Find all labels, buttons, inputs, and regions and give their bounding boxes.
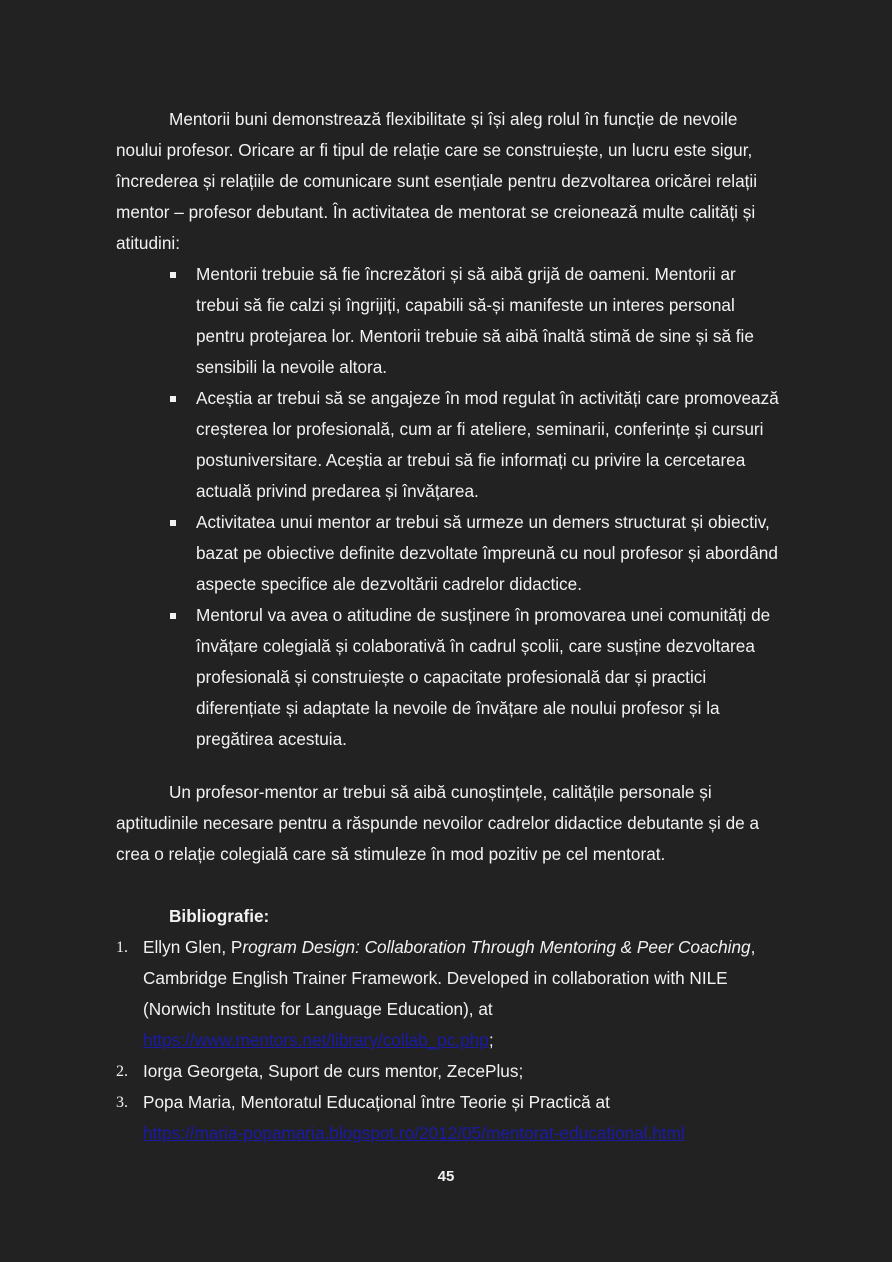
- list-item: [196, 383, 780, 507]
- list-item-text: Activitatea unui mentor ar trebui să urmeze un demers structurat și obiectiv, bazat pe obiective definite dezvoltate împreună cu noul profesor și abordând aspecte specifice ale dezvoltării cadrelor didactice.: [196, 512, 778, 594]
- square-bullet-icon: [170, 272, 176, 278]
- list-item: [196, 507, 780, 600]
- square-bullet-icon: [170, 396, 176, 402]
- list-item: [196, 259, 780, 383]
- qualities-list: [116, 259, 780, 755]
- reference-link[interactable]: https://www.mentors.net/library/collab_pc.php: [143, 1030, 489, 1050]
- document-page: [116, 104, 780, 1149]
- list-item: [196, 600, 780, 755]
- bibliography-item: [116, 1087, 780, 1149]
- bibliography-list: [116, 932, 780, 1149]
- item-text: Iorga Georgeta, Suport de curs mentor, ZecePlus;: [143, 1061, 524, 1081]
- item-title-italic: rogram Design: Collaboration Through Mentoring & Peer Coaching: [242, 937, 751, 957]
- square-bullet-icon: [170, 520, 176, 526]
- bibliography-title: Bibliografie:: [169, 906, 270, 926]
- item-number: 2.: [116, 1063, 128, 1080]
- intro-paragraph: Mentorii buni demonstrează flexibilitate și își aleg rolul în funcție de nevoile noului profesor. Oricare ar fi tipul de relație care se construiește, un lucru este sigur, încrederea și relațiile de comunicare sunt esențiale pentru dezvoltarea oricărei relații mentor – profesor debutant. În activitatea de mentorat se creionează multe calități și atitudini:: [116, 109, 758, 253]
- list-item-text: Aceștia ar trebui să se angajeze în mod regulat în activități care promovează creșterea lor profesională, cum ar fi ateliere, seminarii, conferințe și cursuri postuniversitare. Aceștia ar trebui să fie informați cu privire la cercetarea actuală privind predarea și învățarea.: [196, 388, 779, 501]
- reference-link[interactable]: https://maria-popamaria.blogspot.ro/2012/05/mentorat-educational.html: [143, 1123, 685, 1143]
- item-number: 3.: [116, 1094, 128, 1111]
- closing-paragraph: Un profesor-mentor ar trebui să aibă cunoștințele, calitățile personale și aptitudinile necesare pentru a răspunde nevoilor cadrelor didactice debutante și de a crea o relație colegială care să stimuleze în mod pozitiv pe cel mentorat.: [116, 782, 760, 864]
- item-text: Popa Maria, Mentoratul Educațional între Teorie și Practică at: [143, 1092, 610, 1112]
- item-number: 1.: [116, 939, 128, 956]
- item-text: , Cambridge English Trainer Framework. Developed in collaboration with NILE (Norwich Institute for Language Education), at: [143, 937, 756, 1019]
- list-item-text: Mentorul va avea o atitudine de susținere în promovarea unei comunități de învățare colegială și colaborativă în cadrul școlii, care susține dezvoltarea profesională și construiește o capacitate profesională dar și practici diferențiate și adaptate la nevoile de învățare ale noului profesor și la pregătirea acestuia.: [196, 605, 771, 749]
- item-text: Ellyn Glen, P: [143, 937, 243, 957]
- bibliography-item: [116, 932, 780, 1056]
- item-suffix: ;: [488, 1030, 494, 1050]
- square-bullet-icon: [170, 613, 176, 619]
- list-item-text: Mentorii trebuie să fie încrezători și să aibă grijă de oameni. Mentorii ar trebui să fie calzi și îngrijiți, capabili să-și manifeste un interes personal pentru protejarea lor. Mentorii trebuie să aibă înaltă stimă de sine și să fie sensibili la nevoile altora.: [196, 264, 754, 377]
- page-number: 45: [437, 1168, 455, 1185]
- bibliography-item: [116, 1056, 780, 1087]
